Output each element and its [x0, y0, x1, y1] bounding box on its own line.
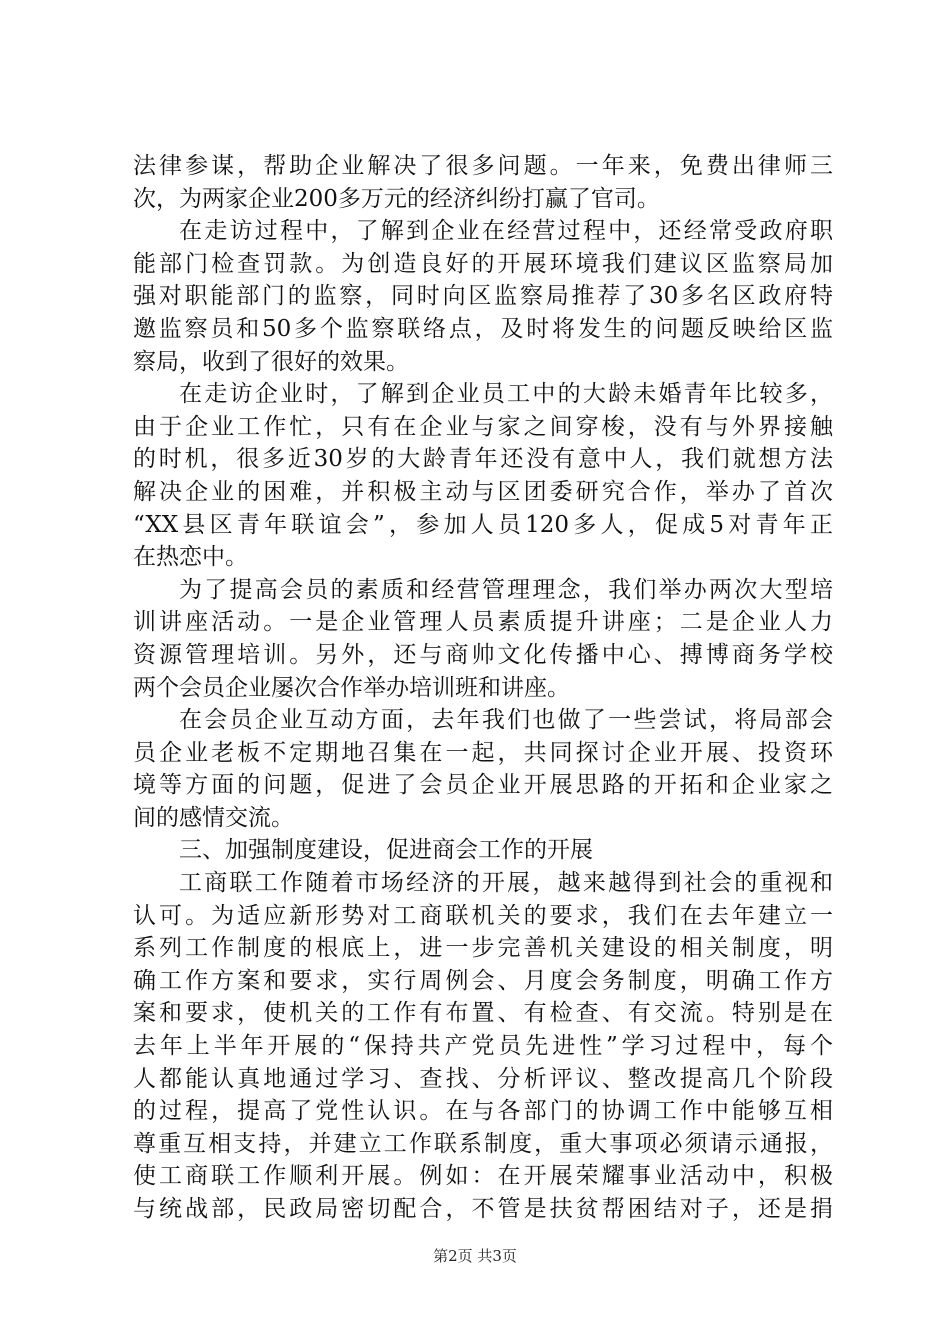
document-body	[133, 150, 833, 1226]
text-line-18: 在会员企业互动方面，去年我们也做了一些尝试，将局部会	[179, 707, 833, 734]
text-line-33: 与统战部，民政局密切配合，不管是扶贫帮困结对子，还是捐	[133, 1196, 833, 1222]
text-line-30: 的过程，提高了党性认识。在与各部门的协调工作中能够互相	[133, 1098, 833, 1125]
text-line-28: 去年上半年开展的“保持共产党员先进性”学习过程中，每个	[133, 1033, 833, 1060]
text-line-6: 邀监察员和50多个监察联络点，及时将发生的问题反映给区监	[133, 315, 833, 342]
text-line-25: 系列工作制度的根底上，进一步完善机关建设的相关制度，明	[133, 935, 833, 962]
text-line-26: 确工作方案和要求，实行周例会、月度会务制度，明确工作方	[133, 967, 833, 994]
text-line-14: 为了提高会员的素质和经营管理理念，我们举办两次大型培	[179, 576, 833, 603]
text-line-1: 法律参谋，帮助企业解决了很多问题。一年来，免费出律师三	[133, 153, 833, 179]
text-line-7: 察局，收到了很好的效果。	[133, 348, 409, 375]
text-line-21: 间的感情交流。	[133, 804, 294, 831]
text-line-19: 员企业老板不定期地召集在一起，共同探讨企业开展、投资环	[133, 739, 833, 766]
text-line-27: 案和要求，使机关的工作有布置、有检查、有交流。特别是在	[133, 1000, 833, 1027]
text-line-24: 认可。为适应新形势对工商联机关的要求，我们在去年建立一	[133, 902, 833, 929]
page-number-footer: 第2页 共3页	[433, 1247, 517, 1265]
text-line-20: 境等方面的问题，促进了会员企业开展思路的开拓和企业家之	[133, 772, 833, 799]
text-line-10: 的时机，很多近30岁的大龄青年还没有意中人，我们就想方法	[133, 446, 833, 473]
text-line-23: 工商联工作随着市场经济的开展，越来越得到社会的重视和	[179, 870, 833, 897]
text-line-32: 使工商联工作顺利开展。例如：在开展荣耀事业活动中，积极	[133, 1163, 833, 1190]
text-line-17: 两个会员企业屡次合作举办培训班和讲座。	[133, 674, 570, 701]
text-line-15: 训讲座活动。一是企业管理人员素质提升讲座；二是企业人力	[133, 609, 833, 636]
text-line-9: 由于企业工作忙，只有在企业与家之间穿梭，没有与外界接触	[133, 413, 833, 440]
text-line-13: 在热恋中。	[133, 544, 248, 571]
text-line-16: 资源管理培训。另外，还与商帅文化传播中心、搏博商务学校	[133, 641, 833, 668]
text-line-12: “XX县区青年联谊会”，参加人员120多人，促成5对青年正	[133, 511, 833, 538]
section-heading: 三、加强制度建设，促进商会工作的开展	[179, 837, 593, 864]
text-line-11: 解决企业的困难，并积极主动与区团委研究合作，举办了首次	[133, 478, 833, 505]
text-line-2: 次，为两家企业200多万元的经济纠纷打赢了官司。	[133, 185, 660, 212]
text-line-8: 在走访企业时，了解到企业员工中的大龄未婚青年比较多，	[179, 381, 833, 408]
text-line-4: 能部门检查罚款。为创造良好的开展环境我们建议区监察局加	[133, 250, 833, 277]
text-line-29: 人都能认真地通过学习、查找、分析评议、整改提高几个阶段	[133, 1065, 833, 1092]
text-line-5: 强对职能部门的监察，同时向区监察局推荐了30多名区政府特	[133, 283, 833, 310]
text-line-31: 尊重互相支持，并建立工作联系制度，重大事项必须请示通报，	[133, 1130, 833, 1157]
text-line-3: 在走访过程中，了解到企业在经营过程中，还经常受政府职	[179, 218, 833, 245]
